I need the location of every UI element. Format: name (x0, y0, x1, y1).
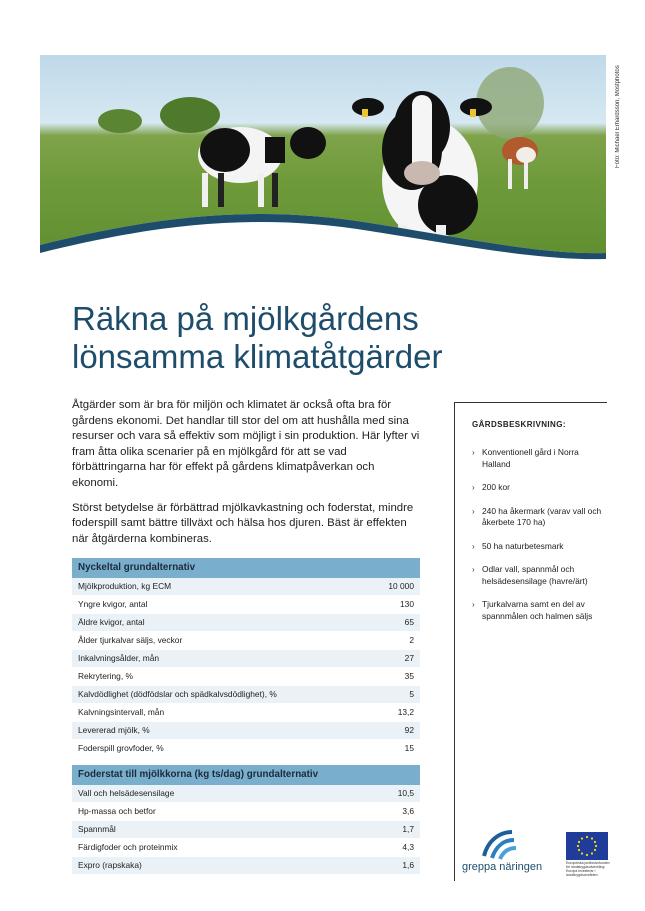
cows-illustration (40, 55, 606, 267)
chevron-right-icon: › (472, 541, 475, 551)
row-value: 4,3 (402, 842, 414, 852)
table-row (72, 686, 420, 704)
table-row (72, 722, 420, 740)
row-label: Ålder tjurkalvar säljs, veckor (78, 635, 183, 645)
table-row (72, 650, 420, 668)
list-item-text: 50 ha naturbetesmark (482, 540, 564, 551)
eu-flag-icon (566, 832, 608, 860)
page-title (72, 300, 592, 376)
greppa-logo-text: greppa näringen (462, 861, 543, 873)
table-row (72, 704, 420, 722)
table-row (72, 785, 420, 803)
table-row (72, 839, 420, 857)
row-label: Rekrytering, % (78, 671, 133, 681)
row-label: Äldre kvigor, antal (78, 617, 145, 627)
row-value: 35 (404, 671, 414, 681)
row-value: 3,6 (402, 806, 414, 816)
table-body (72, 785, 420, 875)
table-row (72, 740, 420, 758)
row-value: 92 (404, 725, 414, 735)
table-header: Nyckeltal grundalternativ (72, 558, 420, 578)
list-item-text: Konventionell gård i Norra Halland (482, 447, 579, 469)
table-row (72, 596, 420, 614)
hero-photo (40, 55, 606, 267)
farm-description-title: GÅRDSBESKRIVNING: (472, 420, 566, 429)
row-label: Mjölkproduktion, kg ECM (78, 581, 172, 591)
row-label: Kalvningsintervall, mån (78, 707, 165, 717)
list-item (472, 599, 604, 622)
intro-paragraph-1: Åtgärder som är bra för miljön och klimatet är också ofta bra för gårdens ekonomi. Det handlar till stor del om att hushålla med sina resurser och vara så effektiv som möjligt i sin produktion. Här lyfter vi fram åtta olika scenarier på en mjölkgård för att se vad förbättringarna har för effekt på gårdens klimatpåverkan och ekonomi. (72, 399, 420, 489)
cow-left (198, 127, 326, 207)
intro-text (72, 398, 422, 556)
row-value: 15 (404, 743, 414, 753)
chevron-right-icon: › (472, 600, 475, 609)
list-item-text: 240 ha åkermark (varav vall och åkerbete 170 ha) (482, 505, 602, 527)
row-label: Expro (rapskaka) (78, 860, 142, 870)
table-row (72, 614, 420, 632)
chevron-right-icon: › (472, 506, 475, 516)
row-value: 130 (400, 599, 414, 609)
title-line-2: lönsamma klimatåtgärder (72, 338, 443, 375)
table-row (72, 821, 420, 839)
row-value: 1,6 (402, 860, 414, 870)
chevron-right-icon: › (472, 565, 475, 574)
row-value: 10,5 (397, 788, 414, 798)
eu-logo (566, 832, 610, 876)
title-line-1: Räkna på mjölkgårdens (72, 300, 419, 337)
eu-logo-text: Europeiska jordbruksfonden för landsbygdsutveckling: Europa investerar i landsbygdsområden (566, 861, 610, 877)
list-item (472, 541, 604, 553)
table-row (72, 668, 420, 686)
row-value: 65 (404, 617, 414, 627)
row-label: Färdigfoder och proteinmix (78, 842, 178, 852)
key-figures-table (72, 558, 420, 758)
list-item (472, 482, 604, 494)
row-label: Levererad mjölk, % (78, 725, 150, 735)
row-label: Yngre kvigor, antal (78, 599, 148, 609)
table-body (72, 578, 420, 758)
row-value: 10 000 (388, 581, 414, 591)
greppa-logo (462, 828, 562, 878)
row-label: Spannmål (78, 824, 116, 834)
list-item-text: Tjurkalvarna samt en del av spannmålen och halmen säljs (482, 599, 593, 621)
row-value: 13,2 (397, 707, 414, 717)
table-row (72, 578, 420, 596)
farm-description-list (472, 447, 604, 634)
table-row (72, 857, 420, 875)
row-value: 27 (404, 653, 414, 663)
intro-paragraph-2: Störst betydelse är förbättrad mjölkavkastning och foderstat, mindre foderspill samt bättre tillväxt och hälsa hos djuren. Bäst är effekten när åtgärderna kombineras. (72, 501, 414, 545)
list-item (472, 506, 604, 529)
list-item (472, 447, 604, 470)
row-value: 1,7 (402, 824, 414, 834)
list-item-text: 200 kor (482, 482, 510, 492)
feed-ration-table (72, 765, 420, 875)
photo-credit: Foto: Michael Erhardsson, Mostphotos (615, 65, 621, 168)
cow-right (502, 137, 538, 189)
table-row (72, 803, 420, 821)
row-label: Vall och helsädesensilage (78, 788, 175, 798)
row-label: Inkalvningsålder, mån (78, 653, 160, 663)
farm-description-box (454, 402, 607, 881)
list-item (472, 564, 604, 587)
chevron-right-icon: › (472, 483, 475, 492)
row-label: Kalvdödlighet (dödfödslar och spädkalvsdödlighet), % (78, 689, 277, 699)
row-value: 5 (409, 689, 414, 699)
chevron-right-icon: › (472, 448, 475, 457)
table-header: Foderstat till mjölkkorna (kg ts/dag) grundalternativ (72, 765, 420, 785)
greppa-logo-icon (480, 828, 520, 860)
row-value: 2 (409, 635, 414, 645)
row-label: Hp-massa och betfor (78, 806, 156, 816)
table-row (72, 632, 420, 650)
list-item-text: Odlar vall, spannmål och helsädesensilage (havre/ärt) (482, 564, 588, 586)
row-label: Foderspill grovfoder, % (78, 743, 164, 753)
